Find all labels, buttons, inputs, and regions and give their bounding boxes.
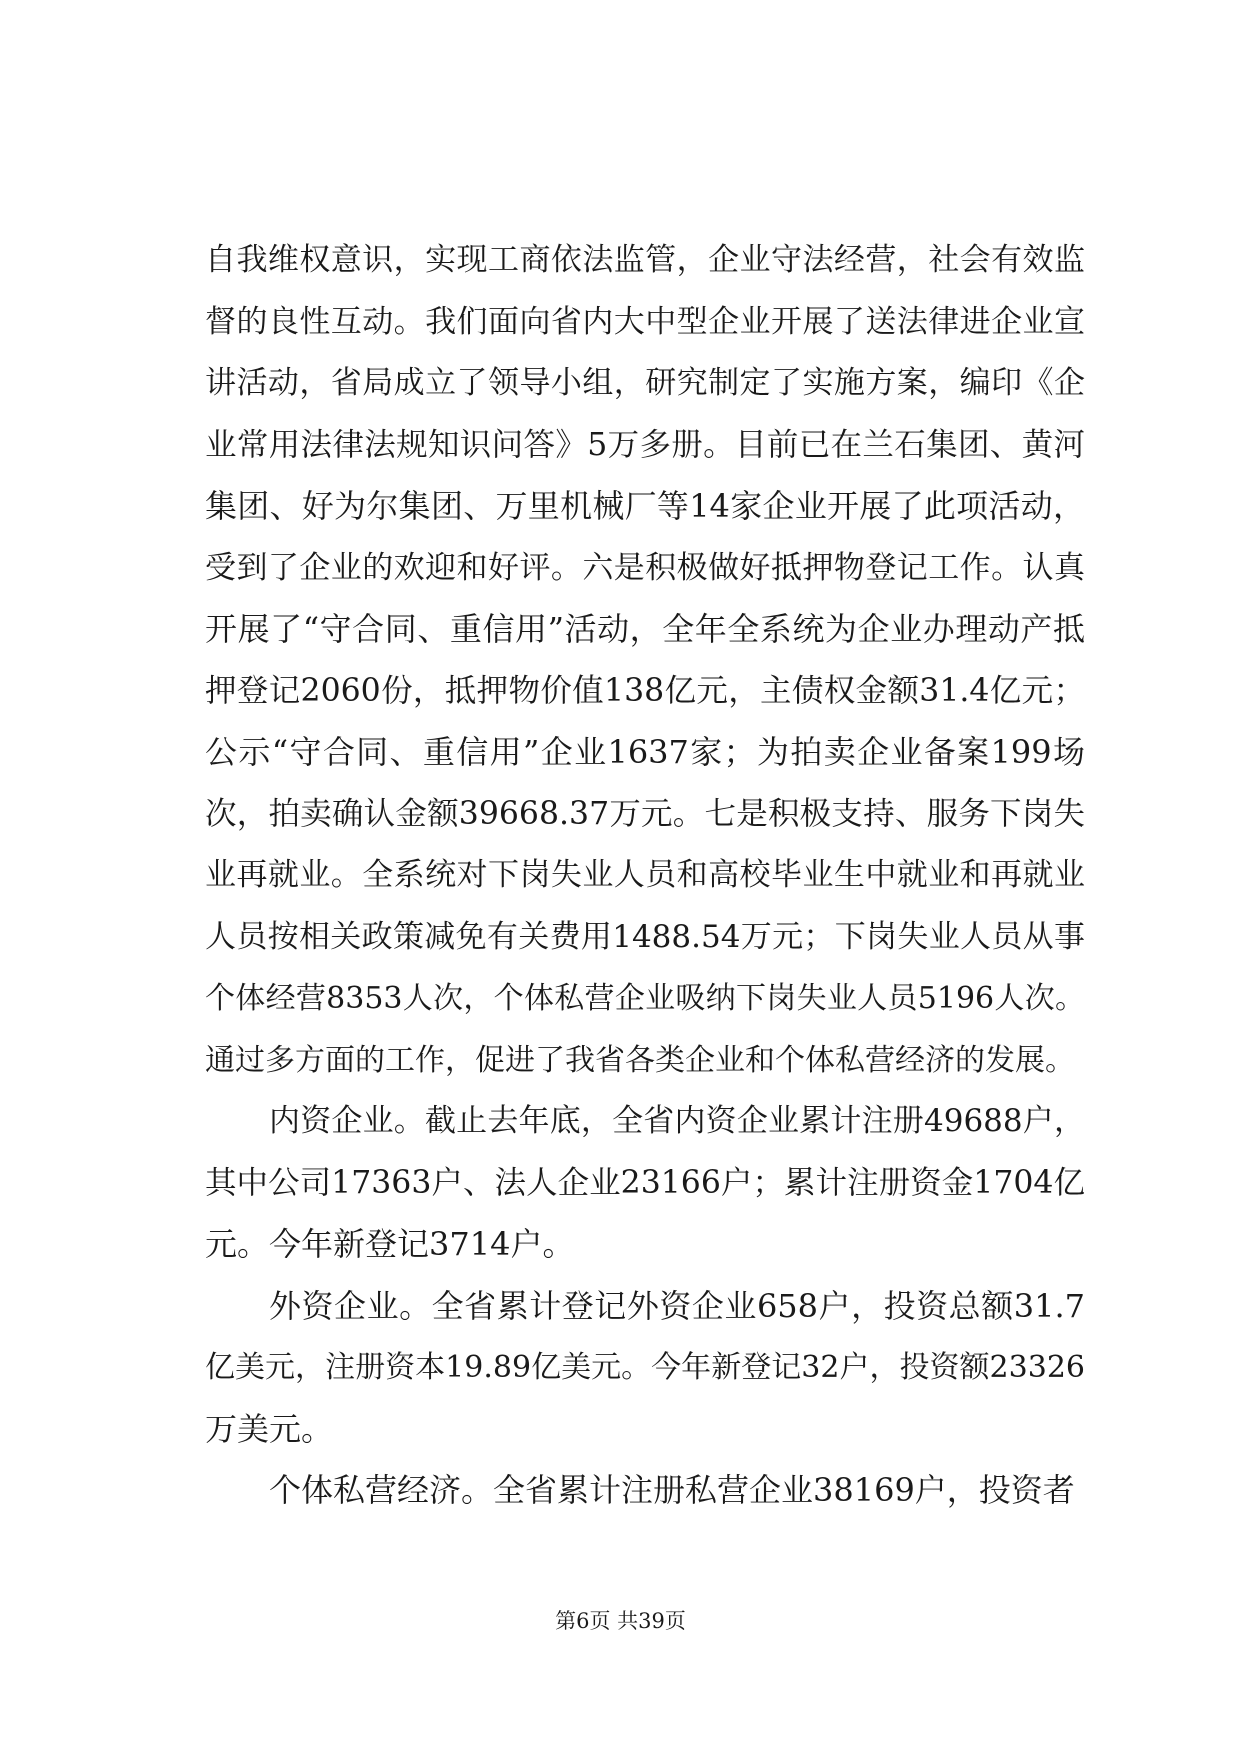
text-line: 亿美元，注册资本19.89亿美元。今年新登记32户，投资额23326 (205, 1350, 1085, 1385)
paragraph-first-line: 外资企业。全省累计登记外资企业658户，投资总额31.7 (269, 1286, 1085, 1325)
text-line: 业再就业。全系统对下岗失业人员和高校毕业生中就业和再就业 (205, 857, 1085, 893)
text-line: 万美元。 (205, 1409, 334, 1448)
text-line: 次，拍卖确认金额39668.37万元。七是积极支持、服务下岗失 (205, 795, 1085, 832)
text-line: 集团、好为尔集团、万里机械厂等14家企业开展了此项活动， (205, 487, 1085, 525)
text-line: 个体经营8353人次，个体私营企业吸纳下岗失业人员5196人次。 (205, 981, 1085, 1016)
text-line: 通过多方面的工作，促进了我省各类企业和个体私营经济的发展。 (205, 1042, 1075, 1078)
text-line: 讲活动，省局成立了领导小组，研究制定了实施方案，编印《企 (205, 365, 1085, 401)
text-line: 公示“守合同、重信用”企业1637家；为拍卖企业备案199场 (205, 733, 1085, 771)
paragraph-first-line: 内资企业。截止去年底，全省内资企业累计注册49688户， (269, 1103, 1085, 1139)
text-line: 督的良性互动。我们面向省内大中型企业开展了送法律进企业宣 (205, 303, 1085, 340)
text-line: 其中公司17363户、法人企业23166户；累计注册资金1704亿 (205, 1164, 1085, 1201)
text-line: 受到了企业的欢迎和好评。六是积极做好抵押物登记工作。认真 (205, 549, 1085, 586)
text-line: 元。今年新登记3714户。 (205, 1225, 575, 1263)
text-line: 押登记2060份，抵押物价值138亿元，主债权金额31.4亿元； (205, 672, 1085, 709)
text-line: 业常用法律法规知识问答》5万多册。目前已在兰石集团、黄河 (205, 426, 1085, 463)
text-line: 开展了“守合同、重信用”活动，全年全系统为企业办理动产抵 (205, 610, 1085, 648)
paragraph-first-line: 个体私营经济。全省累计注册私营企业38169户，投资者 (269, 1471, 1075, 1509)
text-line: 人员按相关政策减免有关费用1488.54万元；下岗失业人员从事 (205, 918, 1085, 955)
page-number: 第6页 共39页 (555, 1609, 686, 1633)
document-body (205, 230, 1085, 1522)
text-line: 自我维权意识，实现工商依法监管，企业守法经营，社会有效监 (205, 242, 1085, 278)
